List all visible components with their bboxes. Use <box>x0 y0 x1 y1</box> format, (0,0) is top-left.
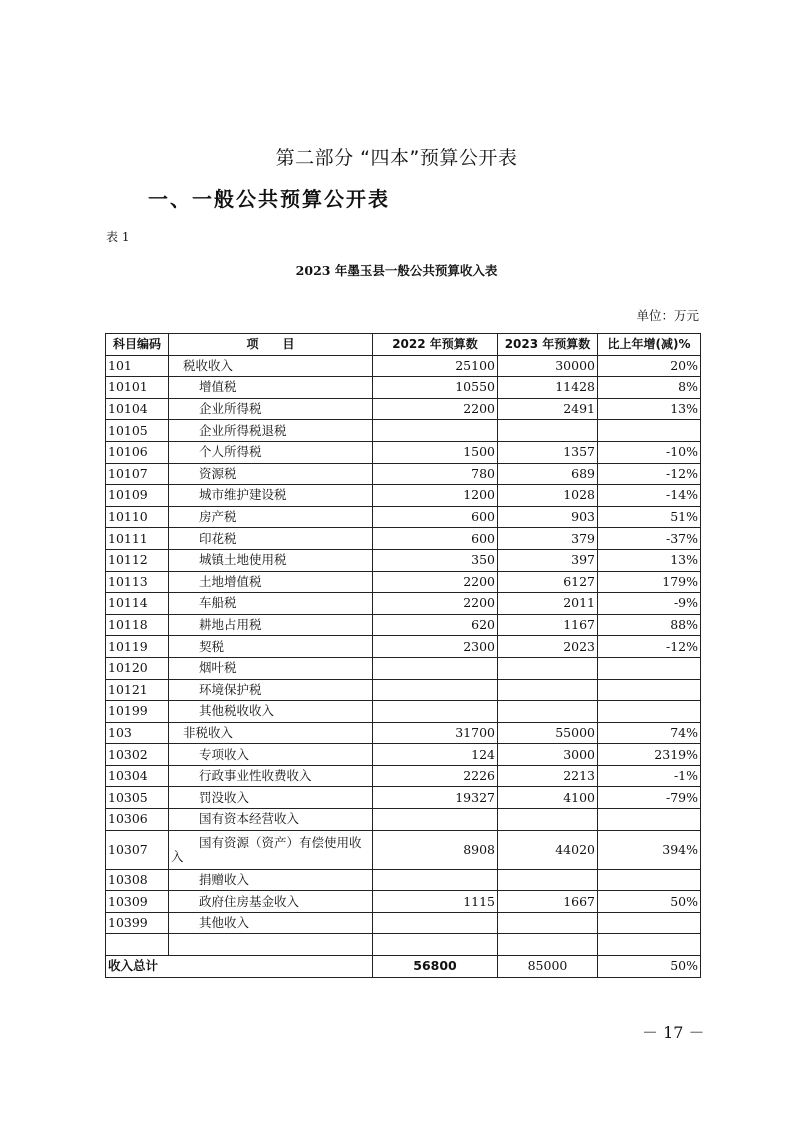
row-change-value <box>598 679 701 701</box>
header-2023: 2023 年预算数 <box>498 334 598 356</box>
row-2022-value: 600 <box>373 506 498 528</box>
row-code <box>106 934 169 956</box>
row-2022-value <box>373 679 498 701</box>
row-change-value <box>598 869 701 891</box>
table-body <box>106 355 701 955</box>
row-item-name: 企业所得税退税 <box>169 420 373 442</box>
row-item-name: 政府住房基金收入 <box>169 891 373 913</box>
table-row <box>106 765 701 787</box>
section-title: 一、一般公共预算公开表 <box>148 187 390 211</box>
row-change-value <box>598 657 701 679</box>
row-2022-value <box>373 701 498 723</box>
table-row <box>106 506 701 528</box>
table-row <box>106 441 701 463</box>
row-code: 10199 <box>106 701 169 723</box>
row-change-value: 179% <box>598 571 701 593</box>
row-change-value <box>598 934 701 956</box>
row-change-value <box>598 912 701 934</box>
row-2022-value: 31700 <box>373 722 498 744</box>
row-change-value <box>598 701 701 723</box>
row-2023-value: 2011 <box>498 593 598 615</box>
row-2023-value <box>498 657 598 679</box>
table-row <box>106 549 701 571</box>
unit-label: 单位：万元 <box>636 308 699 323</box>
header-code: 科目编码 <box>106 334 169 356</box>
row-code: 10302 <box>106 744 169 766</box>
table-row <box>106 869 701 891</box>
row-code: 10112 <box>106 549 169 571</box>
budget-table <box>105 333 701 978</box>
row-code: 10113 <box>106 571 169 593</box>
row-change-value: -79% <box>598 787 701 809</box>
row-item-name: 捐赠收入 <box>169 869 373 891</box>
row-item-name: 资源税 <box>169 463 373 485</box>
row-code: 10105 <box>106 420 169 442</box>
row-2023-value: 2491 <box>498 398 598 420</box>
row-2023-value: 1167 <box>498 614 598 636</box>
row-code: 10107 <box>106 463 169 485</box>
row-2022-value: 25100 <box>373 355 498 377</box>
header-2022: 2022 年预算数 <box>373 334 498 356</box>
row-code: 10110 <box>106 506 169 528</box>
row-2022-value: 8908 <box>373 830 498 869</box>
table-row <box>106 912 701 934</box>
row-item-name: 国有资本经营收入 <box>169 809 373 831</box>
row-2023-value <box>498 679 598 701</box>
row-2023-value: 1357 <box>498 441 598 463</box>
row-code: 10106 <box>106 441 169 463</box>
table-header-row <box>106 334 701 356</box>
row-item-name: 专项收入 <box>169 744 373 766</box>
row-2023-value: 55000 <box>498 722 598 744</box>
row-change-value: 74% <box>598 722 701 744</box>
total-row <box>106 956 701 978</box>
row-item-name: 城镇土地使用税 <box>169 549 373 571</box>
row-code: 10118 <box>106 614 169 636</box>
row-2022-value: 2200 <box>373 571 498 593</box>
row-change-value: 13% <box>598 549 701 571</box>
row-change-value: -14% <box>598 485 701 507</box>
row-item-name: 行政事业性收费收入 <box>169 765 373 787</box>
row-2023-value: 1028 <box>498 485 598 507</box>
table-row <box>106 571 701 593</box>
table-row <box>106 657 701 679</box>
row-code: 10309 <box>106 891 169 913</box>
row-change-value: -12% <box>598 636 701 658</box>
row-2023-value <box>498 809 598 831</box>
row-item-name: 增值税 <box>169 377 373 399</box>
table-row <box>106 593 701 615</box>
row-item-name: 罚没收入 <box>169 787 373 809</box>
row-item-name: 烟叶税 <box>169 657 373 679</box>
row-item-name: 其他收入 <box>169 912 373 934</box>
row-2023-value: 689 <box>498 463 598 485</box>
table-row <box>106 398 701 420</box>
table-row <box>106 830 701 869</box>
row-2023-value <box>498 869 598 891</box>
row-2022-value: 600 <box>373 528 498 550</box>
row-item-name: 房产税 <box>169 506 373 528</box>
row-2022-value: 350 <box>373 549 498 571</box>
row-code: 10104 <box>106 398 169 420</box>
total-2023: 85000 <box>498 956 598 978</box>
row-2023-value: 1667 <box>498 891 598 913</box>
row-2022-value <box>373 657 498 679</box>
table-row <box>106 485 701 507</box>
row-code: 10109 <box>106 485 169 507</box>
row-2022-value: 620 <box>373 614 498 636</box>
row-code: 103 <box>106 722 169 744</box>
table-row <box>106 636 701 658</box>
row-2023-value: 30000 <box>498 355 598 377</box>
total-2022: 56800 <box>373 956 498 978</box>
row-2022-value: 780 <box>373 463 498 485</box>
row-change-value: 51% <box>598 506 701 528</box>
row-2022-value: 1500 <box>373 441 498 463</box>
row-change-value <box>598 809 701 831</box>
row-code: 10119 <box>106 636 169 658</box>
table-row <box>106 355 701 377</box>
row-2022-value: 2200 <box>373 593 498 615</box>
row-item-name: 税收收入 <box>169 355 373 377</box>
table-row <box>106 420 701 442</box>
row-change-value: 8% <box>598 377 701 399</box>
table-row <box>106 787 701 809</box>
row-item-name: 非税收入 <box>169 722 373 744</box>
row-2023-value: 4100 <box>498 787 598 809</box>
row-item-name: 城市维护建设税 <box>169 485 373 507</box>
row-2022-value: 124 <box>373 744 498 766</box>
row-change-value: 13% <box>598 398 701 420</box>
row-code: 10305 <box>106 787 169 809</box>
row-2022-value: 1115 <box>373 891 498 913</box>
row-2023-value: 2023 <box>498 636 598 658</box>
row-2023-value: 379 <box>498 528 598 550</box>
row-2023-value: 2213 <box>498 765 598 787</box>
row-change-value: -12% <box>598 463 701 485</box>
row-code: 10111 <box>106 528 169 550</box>
total-change: 50% <box>598 956 701 978</box>
row-2022-value <box>373 420 498 442</box>
row-code: 10306 <box>106 809 169 831</box>
row-code: 101 <box>106 355 169 377</box>
row-2022-value: 1200 <box>373 485 498 507</box>
row-item-name: 契税 <box>169 636 373 658</box>
row-change-value: 88% <box>598 614 701 636</box>
row-code: 10114 <box>106 593 169 615</box>
row-code: 10307 <box>106 830 169 869</box>
row-change-value <box>598 420 701 442</box>
row-2023-value: 3000 <box>498 744 598 766</box>
row-code: 10304 <box>106 765 169 787</box>
row-code: 10399 <box>106 912 169 934</box>
table-row <box>106 809 701 831</box>
row-item-name: 国有资源（资产）有偿使用收入 <box>169 830 373 869</box>
row-item-name: 企业所得税 <box>169 398 373 420</box>
total-label: 收入总计 <box>106 956 373 978</box>
row-change-value: -37% <box>598 528 701 550</box>
row-change-value: -10% <box>598 441 701 463</box>
row-change-value: -9% <box>598 593 701 615</box>
row-2023-value: 903 <box>498 506 598 528</box>
row-code: 10120 <box>106 657 169 679</box>
row-2022-value: 2200 <box>373 398 498 420</box>
table-row <box>106 744 701 766</box>
table-label: 表 1 <box>106 230 130 244</box>
row-change-value: -1% <box>598 765 701 787</box>
row-change-value: 2319% <box>598 744 701 766</box>
header-change: 比上年增(减)% <box>598 334 701 356</box>
row-2022-value: 19327 <box>373 787 498 809</box>
table-row <box>106 701 701 723</box>
row-2022-value: 2300 <box>373 636 498 658</box>
part-title: 第二部分 “四本”预算公开表 <box>275 147 518 169</box>
row-item-name: 耕地占用税 <box>169 614 373 636</box>
row-2022-value <box>373 912 498 934</box>
row-item-name: 印花税 <box>169 528 373 550</box>
page-number: － 17 － <box>642 1023 705 1042</box>
row-item-name: 个人所得税 <box>169 441 373 463</box>
table-row <box>106 722 701 744</box>
row-item-name: 土地增值税 <box>169 571 373 593</box>
row-2022-value: 2226 <box>373 765 498 787</box>
table-row <box>106 614 701 636</box>
row-code: 10121 <box>106 679 169 701</box>
row-2023-value <box>498 934 598 956</box>
table-row <box>106 377 701 399</box>
row-2023-value <box>498 701 598 723</box>
table-row <box>106 891 701 913</box>
row-change-value: 50% <box>598 891 701 913</box>
header-item: 项 目 <box>169 334 373 356</box>
row-2022-value: 10550 <box>373 377 498 399</box>
row-change-value: 20% <box>598 355 701 377</box>
row-2023-value: 6127 <box>498 571 598 593</box>
table-row <box>106 679 701 701</box>
row-2023-value: 11428 <box>498 377 598 399</box>
row-item-name: 其他税收收入 <box>169 701 373 723</box>
row-2023-value: 397 <box>498 549 598 571</box>
row-2023-value <box>498 912 598 934</box>
row-item-name <box>169 934 373 956</box>
row-item-name: 车船税 <box>169 593 373 615</box>
row-2022-value <box>373 869 498 891</box>
row-2023-value: 44020 <box>498 830 598 869</box>
row-2023-value <box>498 420 598 442</box>
table-title: 2023 年墨玉县一般公共预算收入表 <box>295 263 498 278</box>
row-code: 10101 <box>106 377 169 399</box>
row-change-value: 394% <box>598 830 701 869</box>
row-2022-value <box>373 809 498 831</box>
table-row <box>106 463 701 485</box>
row-code: 10308 <box>106 869 169 891</box>
table-row <box>106 528 701 550</box>
table-row <box>106 934 701 956</box>
row-item-name: 环境保护税 <box>169 679 373 701</box>
row-2022-value <box>373 934 498 956</box>
